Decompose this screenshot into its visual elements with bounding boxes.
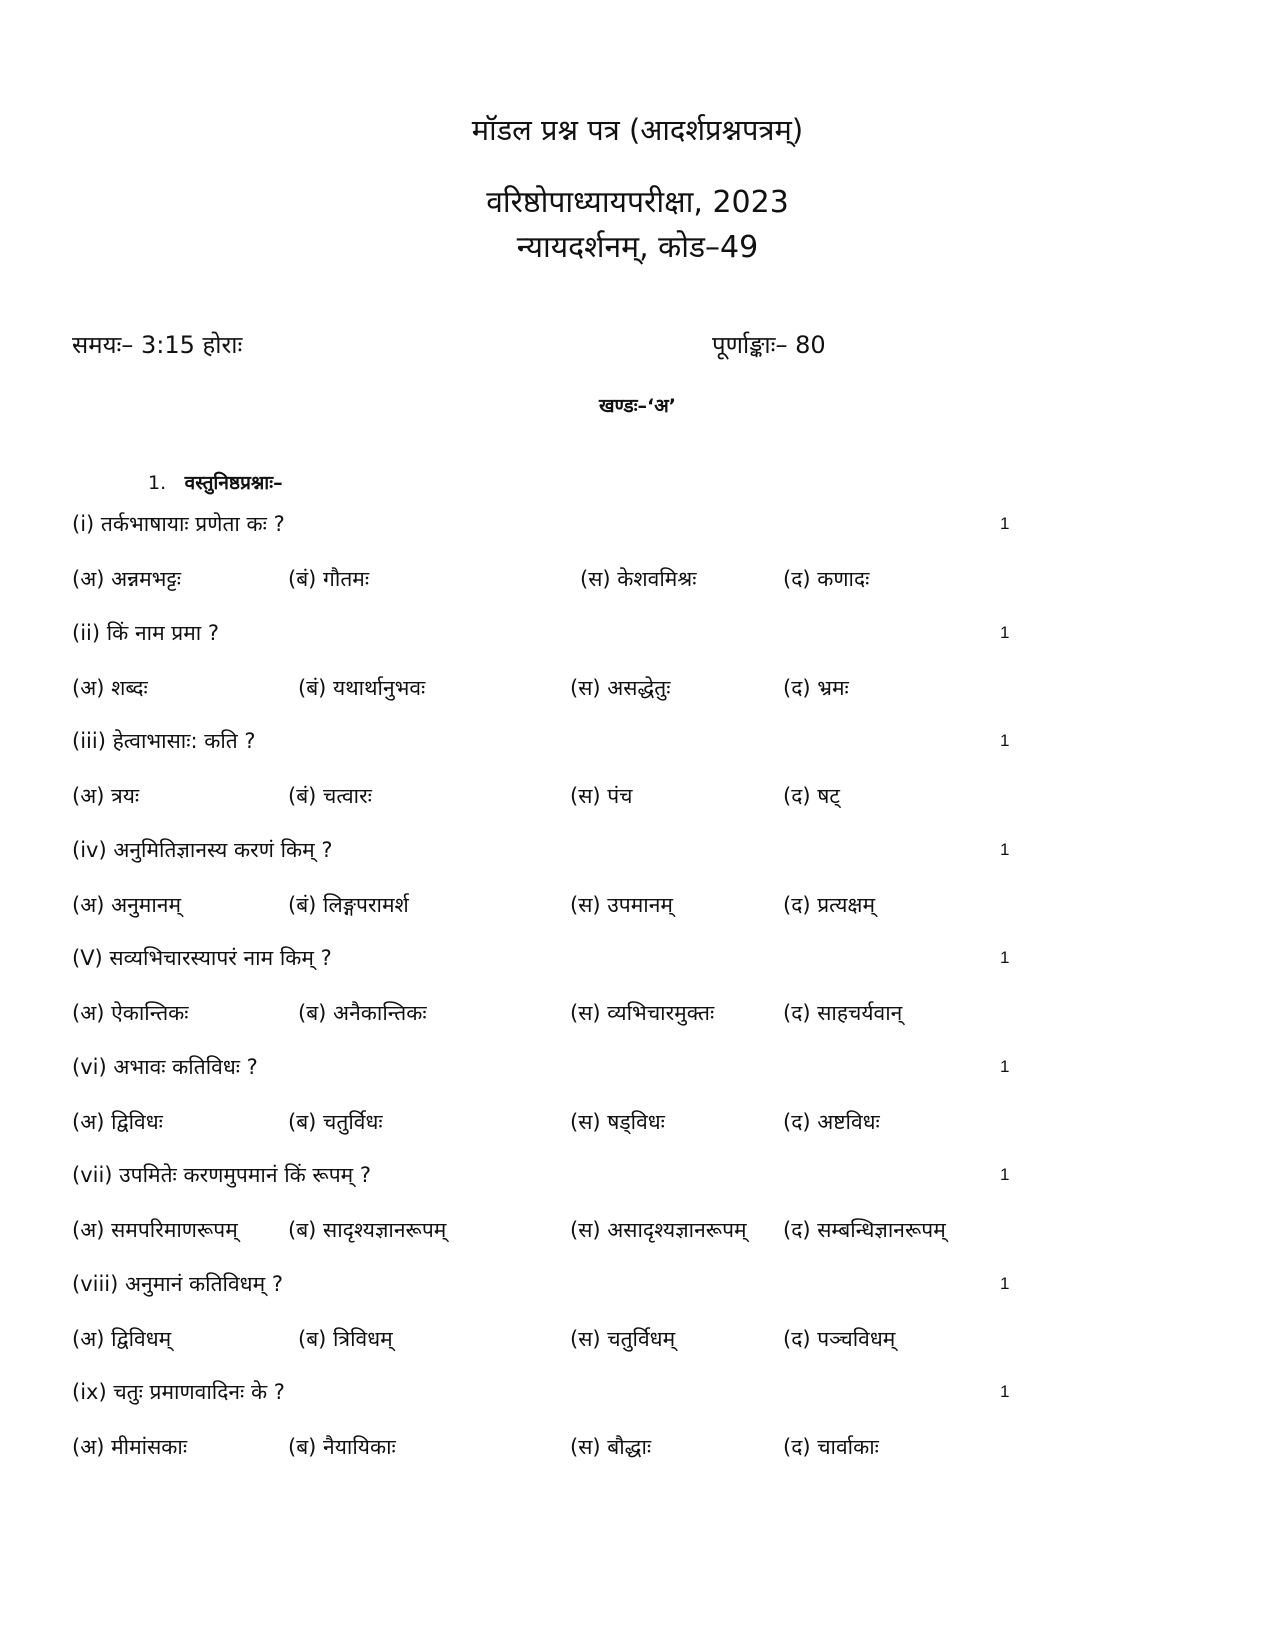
option-a: (अ) त्रयः	[72, 784, 140, 808]
option-d: (द) प्रत्यक्षम्	[783, 892, 876, 917]
question-text: (ix) चतुः प्रमाणवादिनः के ?	[72, 1380, 285, 1404]
option-a: (अ) अनुमानम्	[72, 892, 182, 917]
option-b: (बं) चत्वारः	[288, 784, 372, 808]
question-marks: 1	[1000, 1273, 1010, 1293]
option-c: (स) बौद्धाः	[570, 1435, 652, 1459]
options-row	[72, 996, 1072, 1030]
total-marks: पूर्णाङ्काः– 80	[712, 331, 826, 359]
question-text: (iii) हेत्वाभासाः: कति ?	[72, 729, 256, 753]
option-a: (अ) समपरिमाणरूपम्	[72, 1218, 238, 1242]
option-c: (स) षड्विधः	[570, 1109, 665, 1134]
options-row	[72, 1213, 1072, 1247]
question-marks: 1	[1000, 1382, 1010, 1401]
option-c: (स) पंच	[570, 784, 633, 808]
question-marks: 1	[1000, 622, 1010, 642]
question-group-heading	[148, 469, 283, 497]
option-a: (अ) ऐकान्तिकः	[72, 1001, 189, 1025]
option-b: (ब) सादृश्यज्ञानरूपम्	[288, 1218, 447, 1242]
question-text: (vii) उपमितेः करणमुपमानं किं रूपम् ?	[72, 1163, 372, 1187]
question-marks: 1	[1000, 1165, 1010, 1184]
question-text: (viii) अनुमानं कतिविधम् ?	[72, 1271, 283, 1296]
option-a: (अ) द्विविधम्	[72, 1326, 172, 1351]
option-b: (ब) त्रिविधम्	[298, 1326, 393, 1351]
time-allowed: समयः– 3:15 होराः	[72, 331, 243, 359]
question-marks: 1	[1000, 948, 1010, 967]
question-list	[72, 507, 1072, 1484]
option-c: (स) केशवमिश्रः	[580, 567, 697, 591]
options-row	[72, 1430, 1072, 1464]
option-c: (स) व्यभिचारमुक्तः	[570, 1001, 715, 1025]
question-item	[72, 1158, 1072, 1267]
option-b: (ब) चतुर्विधः	[288, 1109, 383, 1134]
question-item	[72, 833, 1072, 942]
option-c: (स) चतुर्विधम्	[570, 1326, 676, 1351]
question-text: (V) सव्यभिचारस्यापरं नाम किम् ?	[72, 946, 332, 970]
question-text: (vi) अभावः कतिविधः ?	[72, 1054, 258, 1079]
question-group-label: वस्तुनिष्ठप्रश्नाः–	[184, 472, 283, 494]
question-marks: 1	[1000, 1056, 1010, 1076]
options-row	[72, 779, 1072, 813]
option-a: (अ) अन्नमभट्टः	[72, 567, 181, 591]
option-a: (अ) मीमांसकाः	[72, 1435, 188, 1459]
option-d: (द) चार्वाकाः	[783, 1435, 879, 1459]
option-d: (द) पञ्चविधम्	[783, 1326, 896, 1351]
question-marks: 1	[1000, 839, 1010, 859]
question-item	[72, 616, 1072, 725]
paper-title: मॉडल प्रश्न पत्र (आदर्शप्रश्नपत्रम्)	[471, 113, 804, 147]
question-text: (i) तर्कभाषायाः प्रणेता कः ?	[72, 512, 285, 536]
options-row	[72, 888, 1072, 922]
option-d: (द) कणादः	[783, 567, 870, 591]
question-item	[72, 1267, 1072, 1376]
option-c: (स) असादृश्यज्ञानरूपम्	[570, 1218, 747, 1242]
question-item	[72, 1375, 1072, 1484]
question-item	[72, 724, 1072, 833]
question-item	[72, 507, 1072, 616]
option-d: (द) साहचर्यवान्	[783, 1001, 903, 1025]
option-d: (द) भ्रमः	[783, 675, 849, 700]
options-row	[72, 562, 1072, 596]
question-text: (ii) किं नाम प्रमा ?	[72, 620, 220, 645]
question-marks: 1	[1000, 731, 1010, 750]
option-b: (ब) अनैकान्तिकः	[298, 1001, 427, 1025]
question-item	[72, 941, 1072, 1050]
subject-code: न्यायदर्शनम्, कोड–49	[516, 230, 759, 265]
options-row	[72, 1322, 1072, 1356]
option-b: (ब) नैयायिकाः	[288, 1435, 396, 1459]
question-group-number: 1.	[148, 472, 167, 494]
question-item	[72, 1050, 1072, 1159]
option-a: (अ) द्विविधः	[72, 1109, 163, 1134]
question-marks: 1	[1000, 514, 1010, 533]
option-b: (बं) गौतमः	[288, 567, 370, 591]
option-a: (अ) शब्दः	[72, 675, 148, 700]
option-b: (बं) यथार्थानुभवः	[298, 675, 426, 700]
options-row	[72, 1105, 1072, 1139]
option-c: (स) उपमानम्	[570, 892, 673, 917]
options-row	[72, 671, 1072, 705]
section-heading: खण्डः–‘अ’	[598, 395, 677, 417]
option-d: (द) अष्टविधः	[783, 1109, 880, 1134]
exam-name: वरिष्ठोपाध्यायपरीक्षा, 2023	[486, 185, 789, 220]
option-b: (बं) लिङ्गपरामर्श	[288, 892, 409, 917]
question-text: (iv) अनुमितिज्ञानस्य करणं किम् ?	[72, 837, 333, 862]
option-c: (स) असद्धेतुः	[570, 675, 671, 700]
option-d: (द) षट्	[783, 784, 840, 808]
option-d: (द) सम्बन्धिज्ञानरूपम्	[783, 1218, 946, 1242]
